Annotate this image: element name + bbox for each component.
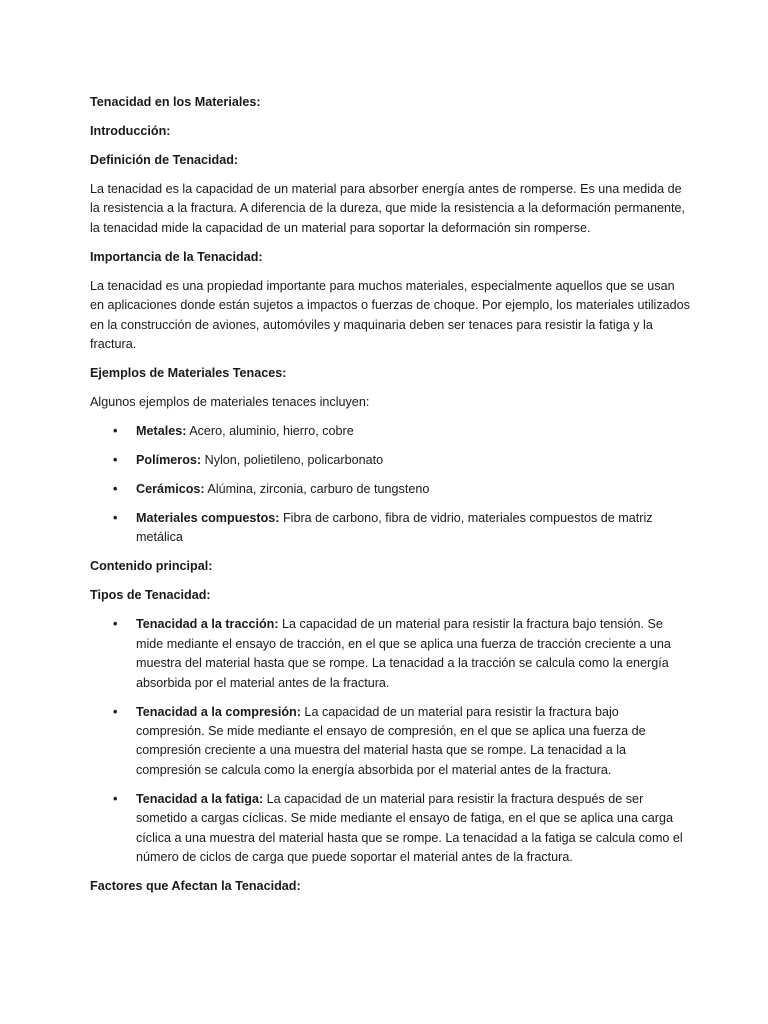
list-item-text: Alúmina, zirconia, carburo de tungsteno <box>204 482 430 497</box>
definition-paragraph: La tenacidad es la capacidad de un material para absorber energía antes de romperse. Es una medida de la resistencia a la fractura. A diferencia de la dureza, que mide la resistencia a la deformación permanente, la tenacidad mide la capacidad de un material para soportar la deformación sin romperse. <box>90 182 686 235</box>
bullet-icon: • <box>113 791 118 806</box>
list-item-term: Tenacidad a la fatiga: <box>136 791 264 806</box>
bullet-icon: • <box>113 453 118 468</box>
list-item <box>90 451 690 470</box>
list-item-text: La capacidad de un material para resistir la fractura después de ser sometido a cargas cíclicas. Se mide mediante el ensayo de fatiga, en el que se aplica una carga cíclica a una muestra del material hasta que se rompe. La tenacidad a la fatiga se calcula como el número de ciclos de carga que puede soportar el material antes de la fractura. <box>136 791 683 865</box>
list-item-term: Metales: <box>136 424 187 439</box>
importance-paragraph: La tenacidad es una propiedad importante para muchos materiales, especialmente aquellos que se usan en aplicaciones donde están sujetos a impactos o fuerzas de choque. Por ejemplo, los materiales utilizados en la construcción de aviones, automóviles y maquinaria deben ser tenaces para resistir la fatiga y la fractura. <box>90 278 690 352</box>
list-item <box>90 703 690 781</box>
list-item <box>90 480 690 499</box>
bullet-icon: • <box>113 704 118 719</box>
list-item <box>90 422 690 441</box>
list-item-term: Tenacidad a la tracción: <box>136 617 279 632</box>
intro-heading: Introducción: <box>90 124 171 138</box>
definition-heading: Definición de Tenacidad: <box>90 153 239 167</box>
list-item-text: La capacidad de un material para resistir la fractura bajo tensión. Se mide mediante el ensayo de tracción, en el que se aplica una fuerza de tracción creciente a una muestra del material hasta que se rompe. La tenacidad a la tracción se calcula como la energía absorbida por el material antes de la fractura. <box>136 617 671 690</box>
main-content-heading: Contenido principal: <box>90 559 213 574</box>
list-item-text: Fibra de carbono, fibra de vidrio, materiales compuestos de matriz metálica <box>136 511 653 545</box>
types-heading: Tipos de Tenacidad: <box>90 588 211 603</box>
importance-heading: Importancia de la Tenacidad: <box>90 249 263 264</box>
examples-list <box>90 422 690 548</box>
list-item-term: Cerámicos: <box>136 482 205 497</box>
document-page <box>90 93 690 906</box>
bullet-icon: • <box>113 424 118 439</box>
bullet-icon: • <box>113 617 118 632</box>
bullet-icon: • <box>113 511 118 526</box>
types-list <box>90 615 690 867</box>
list-item-text: La capacidad de un material para resistir la fractura bajo compresión. Se mide mediante el ensayo de compresión, en el que se aplica una fuerza de compresión creciente a una muestra del material hasta que se rompe. La tenacidad a la compresión se calcula como la energía absorbida por el material antes de la fractura. <box>136 704 646 777</box>
examples-intro: Algunos ejemplos de materiales tenaces incluyen: <box>90 395 370 410</box>
list-item-text: Nylon, polietileno, policarbonato <box>201 453 384 468</box>
list-item-term: Tenacidad a la compresión: <box>136 704 301 719</box>
document-title: Tenacidad en los Materiales: <box>90 95 261 109</box>
list-item <box>90 790 690 868</box>
list-item-text: Acero, aluminio, hierro, cobre <box>186 424 354 439</box>
bullet-icon: • <box>113 482 118 497</box>
list-item-term: Materiales compuestos: <box>136 511 280 526</box>
list-item-term: Polímeros: <box>136 453 202 468</box>
factors-heading: Factores que Afectan la Tenacidad: <box>90 879 301 894</box>
list-item <box>90 509 690 548</box>
examples-heading: Ejemplos de Materiales Tenaces: <box>90 366 287 381</box>
list-item <box>90 615 690 693</box>
